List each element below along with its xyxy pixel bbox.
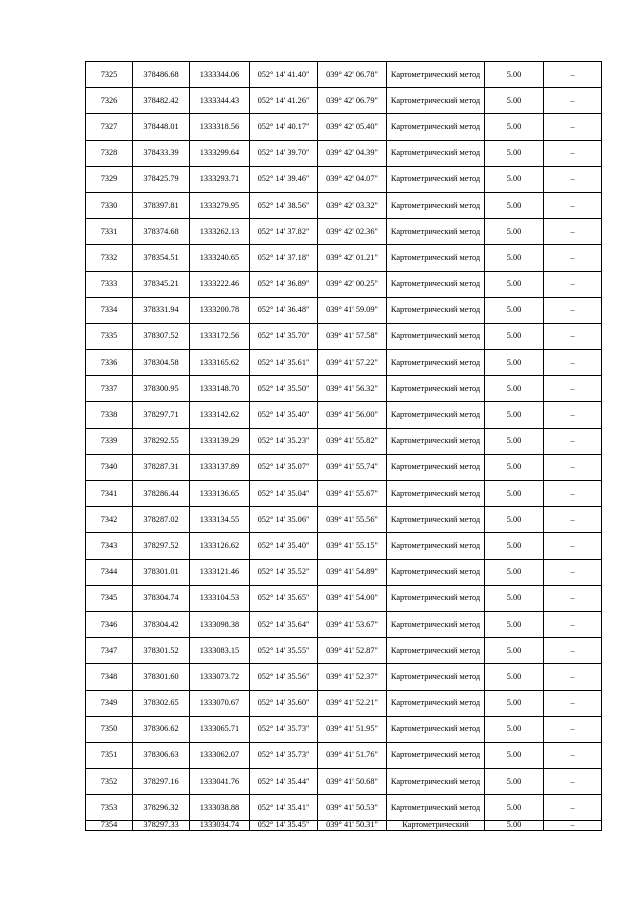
method-cell: Картометрический метод [387, 742, 485, 768]
y-coordinate-cell: 1333073.72 [190, 664, 250, 690]
x-coordinate-cell: 378287.02 [133, 507, 190, 533]
latitude-cell: 052° 14' 39.70" [250, 140, 318, 166]
x-coordinate-cell: 378306.63 [133, 742, 190, 768]
latitude-cell: 052° 14' 35.40" [250, 533, 318, 559]
point-number-cell: 7331 [86, 219, 133, 245]
note-cell: – [544, 245, 602, 271]
x-coordinate-cell: 378297.71 [133, 402, 190, 428]
accuracy-cell: 5.00 [485, 821, 544, 831]
table-row [86, 795, 602, 821]
method-cell: Картометрический метод [387, 402, 485, 428]
longitude-cell: 039° 42' 06.78" [318, 62, 387, 88]
point-number-cell: 7353 [86, 795, 133, 821]
method-cell: Картометрический [387, 821, 485, 831]
table-row [86, 690, 602, 716]
table-row [86, 192, 602, 218]
x-coordinate-cell: 378297.52 [133, 533, 190, 559]
accuracy-cell: 5.00 [485, 481, 544, 507]
method-cell: Картометрический метод [387, 114, 485, 140]
table-row [86, 533, 602, 559]
x-coordinate-cell: 378345.21 [133, 271, 190, 297]
table-row [86, 611, 602, 637]
x-coordinate-cell: 378286.44 [133, 481, 190, 507]
x-coordinate-cell: 378301.01 [133, 559, 190, 585]
point-number-cell: 7338 [86, 402, 133, 428]
note-cell: – [544, 140, 602, 166]
longitude-cell: 039° 41' 51.95" [318, 716, 387, 742]
y-coordinate-cell: 1333104.53 [190, 585, 250, 611]
longitude-cell: 039° 41' 59.09" [318, 297, 387, 323]
accuracy-cell: 5.00 [485, 219, 544, 245]
y-coordinate-cell: 1333062.07 [190, 742, 250, 768]
accuracy-cell: 5.00 [485, 638, 544, 664]
point-number-cell: 7325 [86, 62, 133, 88]
latitude-cell: 052° 14' 41.26" [250, 88, 318, 114]
note-cell: – [544, 585, 602, 611]
x-coordinate-cell: 378354.51 [133, 245, 190, 271]
method-cell: Картометрический метод [387, 271, 485, 297]
note-cell: – [544, 533, 602, 559]
note-cell: – [544, 769, 602, 795]
y-coordinate-cell: 1333038.88 [190, 795, 250, 821]
latitude-cell: 052° 14' 35.73" [250, 716, 318, 742]
table-row [86, 245, 602, 271]
table-row [86, 481, 602, 507]
y-coordinate-cell: 1333121.46 [190, 559, 250, 585]
point-number-cell: 7326 [86, 88, 133, 114]
point-number-cell: 7344 [86, 559, 133, 585]
y-coordinate-cell: 1333279.95 [190, 192, 250, 218]
longitude-cell: 039° 41' 54.00" [318, 585, 387, 611]
table-row [86, 638, 602, 664]
point-number-cell: 7337 [86, 376, 133, 402]
point-number-cell: 7347 [86, 638, 133, 664]
table-row [86, 585, 602, 611]
table-row [86, 821, 602, 831]
table-row [86, 507, 602, 533]
latitude-cell: 052° 14' 35.60" [250, 690, 318, 716]
point-number-cell: 7354 [86, 821, 133, 831]
x-coordinate-cell: 378304.74 [133, 585, 190, 611]
point-number-cell: 7343 [86, 533, 133, 559]
latitude-cell: 052° 14' 39.46" [250, 166, 318, 192]
longitude-cell: 039° 42' 06.79" [318, 88, 387, 114]
table-row [86, 559, 602, 585]
note-cell: – [544, 402, 602, 428]
table-row [86, 140, 602, 166]
latitude-cell: 052° 14' 35.40" [250, 402, 318, 428]
x-coordinate-cell: 378433.39 [133, 140, 190, 166]
latitude-cell: 052° 14' 35.45" [250, 821, 318, 831]
method-cell: Картометрический метод [387, 481, 485, 507]
longitude-cell: 039° 42' 05.40" [318, 114, 387, 140]
y-coordinate-cell: 1333165.62 [190, 350, 250, 376]
point-number-cell: 7348 [86, 664, 133, 690]
y-coordinate-cell: 1333344.06 [190, 62, 250, 88]
longitude-cell: 039° 41' 50.31" [318, 821, 387, 831]
note-cell: – [544, 795, 602, 821]
note-cell: – [544, 690, 602, 716]
point-number-cell: 7349 [86, 690, 133, 716]
note-cell: – [544, 350, 602, 376]
y-coordinate-cell: 1333137.89 [190, 454, 250, 480]
latitude-cell: 052° 14' 35.52" [250, 559, 318, 585]
method-cell: Картометрический метод [387, 559, 485, 585]
accuracy-cell: 5.00 [485, 428, 544, 454]
x-coordinate-cell: 378300.95 [133, 376, 190, 402]
x-coordinate-cell: 378482.42 [133, 88, 190, 114]
latitude-cell: 052° 14' 35.06" [250, 507, 318, 533]
longitude-cell: 039° 42' 04.07" [318, 166, 387, 192]
latitude-cell: 052° 14' 35.50" [250, 376, 318, 402]
latitude-cell: 052° 14' 35.55" [250, 638, 318, 664]
y-coordinate-cell: 1333262.13 [190, 219, 250, 245]
method-cell: Картометрический метод [387, 350, 485, 376]
latitude-cell: 052° 14' 40.17" [250, 114, 318, 140]
accuracy-cell: 5.00 [485, 166, 544, 192]
accuracy-cell: 5.00 [485, 533, 544, 559]
method-cell: Картометрический метод [387, 166, 485, 192]
latitude-cell: 052° 14' 35.73" [250, 742, 318, 768]
longitude-cell: 039° 41' 52.87" [318, 638, 387, 664]
y-coordinate-cell: 1333240.65 [190, 245, 250, 271]
y-coordinate-cell: 1333293.71 [190, 166, 250, 192]
y-coordinate-cell: 1333172.56 [190, 323, 250, 349]
note-cell: – [544, 611, 602, 637]
table-row [86, 428, 602, 454]
method-cell: Картометрический метод [387, 323, 485, 349]
latitude-cell: 052° 14' 35.65" [250, 585, 318, 611]
x-coordinate-cell: 378331.94 [133, 297, 190, 323]
accuracy-cell: 5.00 [485, 271, 544, 297]
point-number-cell: 7333 [86, 271, 133, 297]
point-number-cell: 7352 [86, 769, 133, 795]
method-cell: Картометрический метод [387, 376, 485, 402]
x-coordinate-cell: 378302.65 [133, 690, 190, 716]
note-cell: – [544, 271, 602, 297]
accuracy-cell: 5.00 [485, 507, 544, 533]
note-cell: – [544, 507, 602, 533]
longitude-cell: 039° 41' 56.32" [318, 376, 387, 402]
x-coordinate-cell: 378301.60 [133, 664, 190, 690]
table-row [86, 297, 602, 323]
longitude-cell: 039° 41' 55.56" [318, 507, 387, 533]
table-row [86, 716, 602, 742]
point-number-cell: 7346 [86, 611, 133, 637]
latitude-cell: 052° 14' 35.64" [250, 611, 318, 637]
point-number-cell: 7339 [86, 428, 133, 454]
note-cell: – [544, 376, 602, 402]
longitude-cell: 039° 41' 50.53" [318, 795, 387, 821]
latitude-cell: 052° 14' 35.07" [250, 454, 318, 480]
accuracy-cell: 5.00 [485, 611, 544, 637]
longitude-cell: 039° 42' 01.21" [318, 245, 387, 271]
note-cell: – [544, 219, 602, 245]
y-coordinate-cell: 1333126.62 [190, 533, 250, 559]
y-coordinate-cell: 1333200.78 [190, 297, 250, 323]
note-cell: – [544, 428, 602, 454]
y-coordinate-cell: 1333148.70 [190, 376, 250, 402]
accuracy-cell: 5.00 [485, 690, 544, 716]
point-number-cell: 7328 [86, 140, 133, 166]
method-cell: Картометрический метод [387, 454, 485, 480]
accuracy-cell: 5.00 [485, 664, 544, 690]
method-cell: Картометрический метод [387, 795, 485, 821]
accuracy-cell: 5.00 [485, 350, 544, 376]
method-cell: Картометрический метод [387, 611, 485, 637]
table-body [86, 62, 602, 831]
point-number-cell: 7350 [86, 716, 133, 742]
longitude-cell: 039° 42' 03.32" [318, 192, 387, 218]
accuracy-cell: 5.00 [485, 585, 544, 611]
x-coordinate-cell: 378425.79 [133, 166, 190, 192]
accuracy-cell: 5.00 [485, 192, 544, 218]
table-row [86, 742, 602, 768]
longitude-cell: 039° 41' 52.21" [318, 690, 387, 716]
latitude-cell: 052° 14' 35.44" [250, 769, 318, 795]
table-row [86, 402, 602, 428]
longitude-cell: 039° 42' 00.25" [318, 271, 387, 297]
method-cell: Картометрический метод [387, 716, 485, 742]
accuracy-cell: 5.00 [485, 402, 544, 428]
method-cell: Картометрический метод [387, 638, 485, 664]
point-number-cell: 7340 [86, 454, 133, 480]
note-cell: – [544, 88, 602, 114]
point-number-cell: 7345 [86, 585, 133, 611]
latitude-cell: 052° 14' 37.82" [250, 219, 318, 245]
note-cell: – [544, 114, 602, 140]
table-row [86, 271, 602, 297]
method-cell: Картометрический метод [387, 62, 485, 88]
x-coordinate-cell: 378297.16 [133, 769, 190, 795]
accuracy-cell: 5.00 [485, 114, 544, 140]
point-number-cell: 7342 [86, 507, 133, 533]
longitude-cell: 039° 41' 55.67" [318, 481, 387, 507]
point-number-cell: 7332 [86, 245, 133, 271]
y-coordinate-cell: 1333041.76 [190, 769, 250, 795]
latitude-cell: 052° 14' 37.18" [250, 245, 318, 271]
latitude-cell: 052° 14' 38.56" [250, 192, 318, 218]
note-cell: – [544, 166, 602, 192]
point-number-cell: 7329 [86, 166, 133, 192]
y-coordinate-cell: 1333344.43 [190, 88, 250, 114]
y-coordinate-cell: 1333299.64 [190, 140, 250, 166]
x-coordinate-cell: 378486.68 [133, 62, 190, 88]
longitude-cell: 039° 41' 51.76" [318, 742, 387, 768]
y-coordinate-cell: 1333098.38 [190, 611, 250, 637]
longitude-cell: 039° 42' 04.39" [318, 140, 387, 166]
y-coordinate-cell: 1333318.56 [190, 114, 250, 140]
table-row [86, 219, 602, 245]
y-coordinate-cell: 1333142.62 [190, 402, 250, 428]
note-cell: – [544, 559, 602, 585]
table-row [86, 323, 602, 349]
note-cell: – [544, 821, 602, 831]
method-cell: Картометрический метод [387, 428, 485, 454]
y-coordinate-cell: 1333083.15 [190, 638, 250, 664]
longitude-cell: 039° 41' 55.74" [318, 454, 387, 480]
y-coordinate-cell: 1333065.71 [190, 716, 250, 742]
note-cell: – [544, 742, 602, 768]
note-cell: – [544, 297, 602, 323]
method-cell: Картометрический метод [387, 664, 485, 690]
longitude-cell: 039° 41' 54.89" [318, 559, 387, 585]
table-row [86, 664, 602, 690]
accuracy-cell: 5.00 [485, 376, 544, 402]
note-cell: – [544, 716, 602, 742]
latitude-cell: 052° 14' 35.56" [250, 664, 318, 690]
coordinates-table [85, 61, 602, 831]
latitude-cell: 052° 14' 35.41" [250, 795, 318, 821]
longitude-cell: 039° 41' 53.67" [318, 611, 387, 637]
method-cell: Картометрический метод [387, 245, 485, 271]
longitude-cell: 039° 41' 57.22" [318, 350, 387, 376]
accuracy-cell: 5.00 [485, 795, 544, 821]
method-cell: Картометрический метод [387, 140, 485, 166]
accuracy-cell: 5.00 [485, 245, 544, 271]
point-number-cell: 7341 [86, 481, 133, 507]
x-coordinate-cell: 378304.42 [133, 611, 190, 637]
accuracy-cell: 5.00 [485, 559, 544, 585]
accuracy-cell: 5.00 [485, 769, 544, 795]
table-row [86, 114, 602, 140]
x-coordinate-cell: 378301.52 [133, 638, 190, 664]
table-row [86, 88, 602, 114]
method-cell: Картометрический метод [387, 585, 485, 611]
longitude-cell: 039° 41' 55.15" [318, 533, 387, 559]
x-coordinate-cell: 378292.55 [133, 428, 190, 454]
x-coordinate-cell: 378374.68 [133, 219, 190, 245]
x-coordinate-cell: 378296.32 [133, 795, 190, 821]
latitude-cell: 052° 14' 35.61" [250, 350, 318, 376]
note-cell: – [544, 192, 602, 218]
accuracy-cell: 5.00 [485, 62, 544, 88]
point-number-cell: 7330 [86, 192, 133, 218]
note-cell: – [544, 454, 602, 480]
longitude-cell: 039° 41' 56.00" [318, 402, 387, 428]
x-coordinate-cell: 378306.62 [133, 716, 190, 742]
method-cell: Картометрический метод [387, 219, 485, 245]
x-coordinate-cell: 378297.33 [133, 821, 190, 831]
y-coordinate-cell: 1333134.55 [190, 507, 250, 533]
longitude-cell: 039° 41' 55.82" [318, 428, 387, 454]
table-row [86, 454, 602, 480]
x-coordinate-cell: 378397.81 [133, 192, 190, 218]
point-number-cell: 7335 [86, 323, 133, 349]
point-number-cell: 7336 [86, 350, 133, 376]
point-number-cell: 7327 [86, 114, 133, 140]
latitude-cell: 052° 14' 36.89" [250, 271, 318, 297]
latitude-cell: 052° 14' 35.23" [250, 428, 318, 454]
accuracy-cell: 5.00 [485, 88, 544, 114]
table-row [86, 62, 602, 88]
method-cell: Картометрический метод [387, 690, 485, 716]
method-cell: Картометрический метод [387, 192, 485, 218]
method-cell: Картометрический метод [387, 88, 485, 114]
latitude-cell: 052° 14' 35.04" [250, 481, 318, 507]
table-row [86, 376, 602, 402]
accuracy-cell: 5.00 [485, 742, 544, 768]
x-coordinate-cell: 378304.58 [133, 350, 190, 376]
x-coordinate-cell: 378287.31 [133, 454, 190, 480]
y-coordinate-cell: 1333070.67 [190, 690, 250, 716]
table-row [86, 769, 602, 795]
note-cell: – [544, 323, 602, 349]
longitude-cell: 039° 41' 50.68" [318, 769, 387, 795]
table-row [86, 166, 602, 192]
y-coordinate-cell: 1333136.65 [190, 481, 250, 507]
y-coordinate-cell: 1333139.29 [190, 428, 250, 454]
accuracy-cell: 5.00 [485, 297, 544, 323]
y-coordinate-cell: 1333034.74 [190, 821, 250, 831]
table-row [86, 350, 602, 376]
latitude-cell: 052° 14' 36.48" [250, 297, 318, 323]
x-coordinate-cell: 378307.52 [133, 323, 190, 349]
y-coordinate-cell: 1333222.46 [190, 271, 250, 297]
accuracy-cell: 5.00 [485, 454, 544, 480]
longitude-cell: 039° 42' 02.36" [318, 219, 387, 245]
latitude-cell: 052° 14' 41.40" [250, 62, 318, 88]
note-cell: – [544, 62, 602, 88]
note-cell: – [544, 481, 602, 507]
method-cell: Картометрический метод [387, 297, 485, 323]
latitude-cell: 052° 14' 35.70" [250, 323, 318, 349]
accuracy-cell: 5.00 [485, 140, 544, 166]
x-coordinate-cell: 378448.01 [133, 114, 190, 140]
accuracy-cell: 5.00 [485, 716, 544, 742]
point-number-cell: 7334 [86, 297, 133, 323]
method-cell: Картометрический метод [387, 769, 485, 795]
method-cell: Картометрический метод [387, 533, 485, 559]
note-cell: – [544, 638, 602, 664]
note-cell: – [544, 664, 602, 690]
method-cell: Картометрический метод [387, 507, 485, 533]
longitude-cell: 039° 41' 57.58" [318, 323, 387, 349]
point-number-cell: 7351 [86, 742, 133, 768]
accuracy-cell: 5.00 [485, 323, 544, 349]
longitude-cell: 039° 41' 52.37" [318, 664, 387, 690]
